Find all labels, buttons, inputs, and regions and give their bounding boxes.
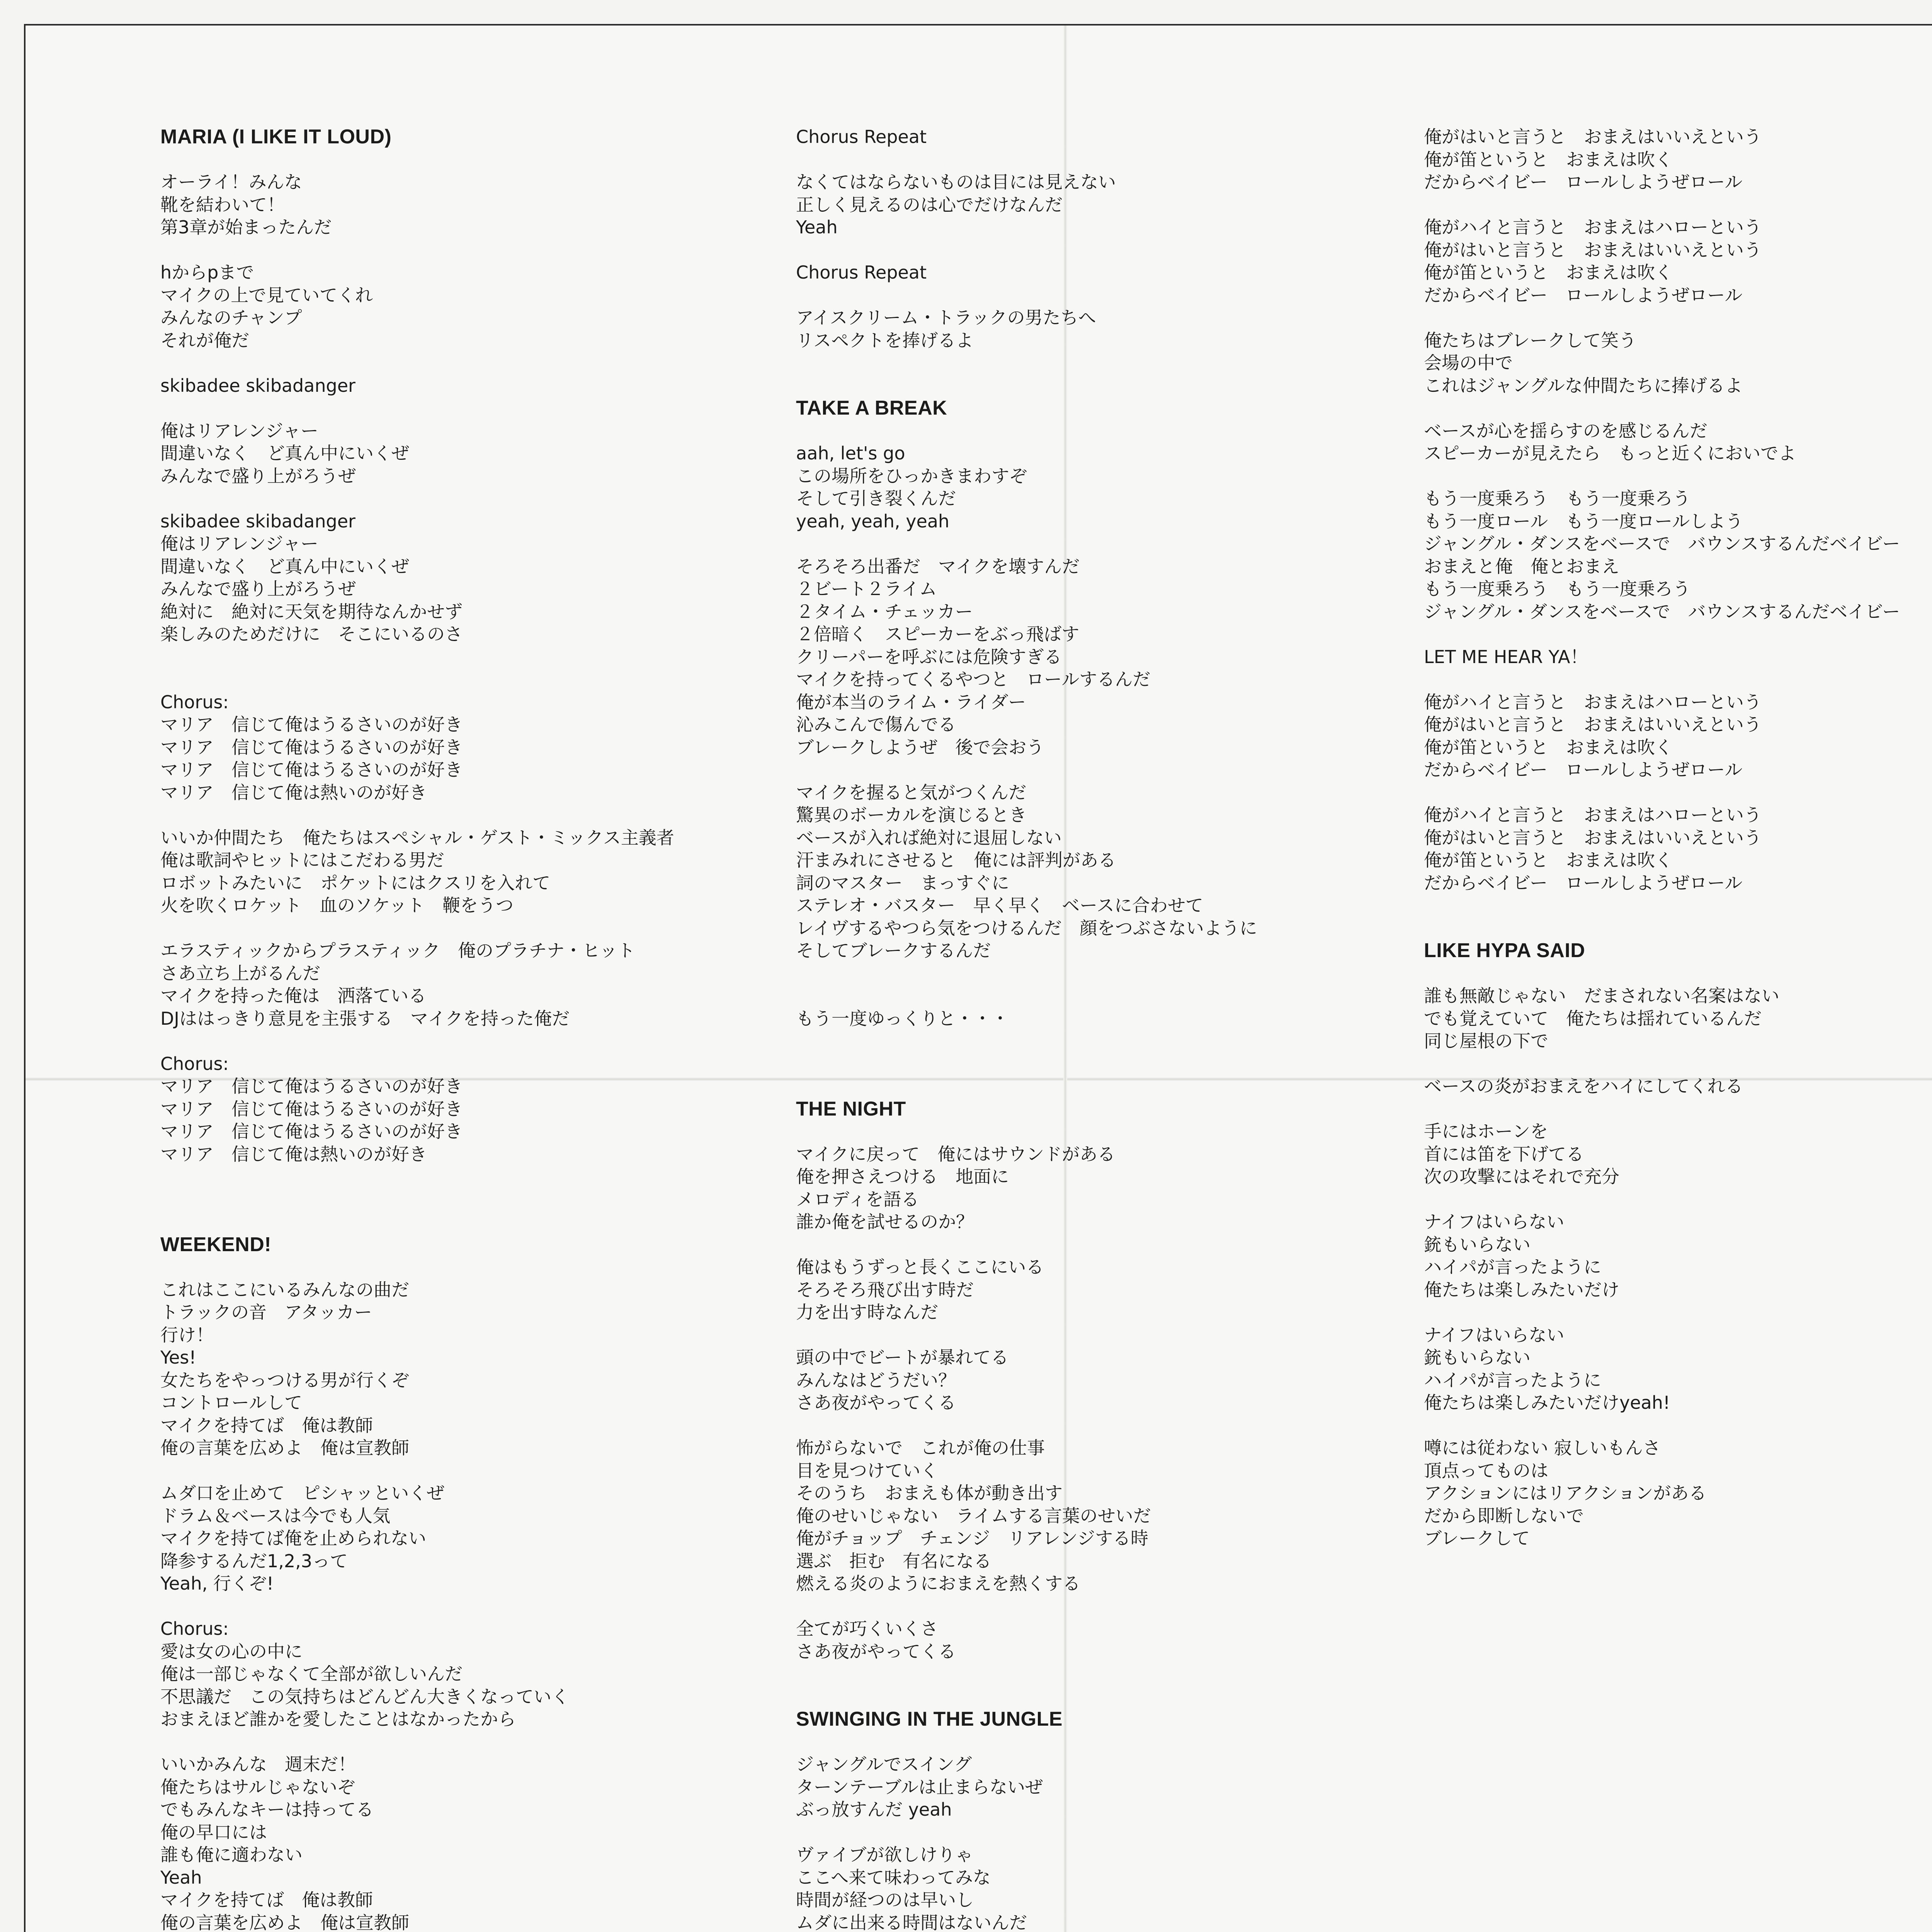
lyric-line: 頂点ってものは	[1424, 1460, 1548, 1481]
lyric-line	[1424, 1188, 1932, 1211]
lyric-line: なくてはならないものは目には見えない	[796, 172, 1116, 192]
lyric-line: ヴァイブが欲しけりゃ	[796, 1844, 973, 1865]
lyric-line	[1424, 962, 1932, 985]
song-title: LIKE HYPA SAID	[1424, 939, 1585, 962]
lyric-line	[796, 759, 1430, 781]
lyric-line	[1424, 465, 1932, 488]
lyric-line: マイクに戻って 俺にはサウンドがある	[796, 1143, 1116, 1165]
lyric-line: さあ夜がやってくる	[796, 1641, 956, 1662]
lyric-line: 次の攻撃にはそれで充分	[1424, 1166, 1619, 1187]
lyric-line: ベースの炎がおまえをハイにしてくれる	[1424, 1076, 1743, 1097]
lyric-line: みんなで盛り上がろうぜ	[160, 578, 356, 599]
lyric-line	[160, 917, 794, 940]
lyric-line: アクションにはリアクションがある	[1424, 1483, 1707, 1503]
lyric-line: 手にはホーンを	[1424, 1121, 1548, 1142]
lyric-line: 頭の中でビートが暴れてる	[796, 1347, 1009, 1368]
lyric-line: 目を見つけていく	[796, 1460, 938, 1481]
lyric-line: マリア 信じて俺はうるさいのが好き	[160, 759, 463, 780]
lyric-line	[1424, 623, 1932, 646]
lyric-line: オーライ！みんな	[160, 172, 302, 192]
lyric-line	[160, 1731, 794, 1753]
lyric-line: この場所をひっかきまわすぞ	[796, 465, 1027, 486]
lyric-line	[796, 1821, 1430, 1844]
lyric-line: これはここにいるみんなの曲だ	[160, 1279, 409, 1300]
lyric-line: みんなはどうだい？	[796, 1369, 956, 1391]
lyric-line: 燃える炎のようにおまえを熱くする	[796, 1573, 1080, 1594]
lyric-line	[796, 1324, 1430, 1347]
lyric-line: 俺はもうずっと長くここにいる	[796, 1257, 1044, 1277]
lyric-line	[796, 1595, 1430, 1618]
lyric-line: ベースが入れば絶対に退屈しない	[796, 827, 1062, 848]
lyric-line	[796, 962, 1430, 985]
lyric-line	[160, 487, 794, 510]
lyric-line: いいか仲間たち 俺たちはスペシャル・ゲスト・ミックス主義者	[160, 827, 674, 848]
lyric-line	[1424, 1098, 1932, 1121]
lyric-line	[1424, 194, 1932, 216]
lyric-line	[160, 1256, 794, 1279]
lyric-line: 俺たちは楽しみたいだけ	[1424, 1279, 1619, 1300]
lyric-line: マリア 信じて俺は熱いのが好き	[160, 782, 427, 803]
lyric-line: これはジャングルな仲間たちに捧げるよ	[1424, 375, 1743, 396]
lyric-line: 愛は女の心の中に	[160, 1641, 303, 1662]
lyric-line	[1424, 894, 1932, 917]
lyrics-column-middle	[796, 126, 1430, 1932]
lyric-line: 選ぶ 拒む 有名になる	[796, 1550, 992, 1571]
lyric-line: 汗まみれにさせると 俺には評判がある	[796, 850, 1116, 871]
lyric-line: ジャングル・ダンスをベースで バウンスするんだベイビー	[1424, 533, 1900, 554]
lyric-line	[796, 1233, 1430, 1256]
lyric-line	[796, 239, 1430, 262]
lyric-line: 誰も俺に適わない	[160, 1844, 303, 1865]
lyric-line: ムダ口を止めて ピシャッといくぜ	[160, 1483, 445, 1503]
lyric-line: DJははっきり意見を主張する マイクを持った俺だ	[160, 1008, 570, 1029]
lyric-line: マリア 信じて俺はうるさいのが好き	[160, 1076, 463, 1097]
lyric-line: だからベイビー ロールしようぜロール	[1424, 759, 1743, 780]
lyric-line: 絶対に 絶対に天気を期待なんかせず	[160, 601, 463, 622]
lyric-line: 俺たちは楽しみたいだけyeah!	[1424, 1392, 1670, 1413]
lyric-line: Chorus:	[160, 691, 229, 713]
lyric-line: いいかみんな 週末だ！	[160, 1754, 356, 1775]
lyric-line	[160, 668, 794, 691]
lyric-line: だからベイビー ロールしようぜロール	[1424, 284, 1743, 306]
lyric-line	[796, 985, 1430, 1007]
lyric-line: 俺がハイと言うと おまえはハローという	[1424, 691, 1762, 713]
song-title: TAKE A BREAK	[796, 397, 947, 419]
lyric-line: 俺たちはブレークして笑う	[1424, 330, 1637, 351]
lyric-line: コントロールして	[160, 1392, 303, 1413]
lyric-line	[796, 352, 1430, 374]
lyric-line: だから即断しないで	[1424, 1505, 1584, 1526]
lyric-line: ハイパが言ったように	[1424, 1369, 1602, 1391]
lyric-line: ドラム＆ベースは今でも人気	[160, 1505, 391, 1526]
lyrics-column-left	[160, 126, 794, 1932]
lyric-line: 時間が経つのは早いし	[796, 1889, 974, 1910]
lyric-line: ナイフはいらない	[1424, 1324, 1565, 1345]
lyric-line: 噂には従わない 寂しいもんさ	[1424, 1437, 1661, 1458]
lyric-line	[796, 532, 1430, 555]
lyric-line: リスペクトを捧げるよ	[796, 330, 974, 351]
lyric-line	[160, 646, 794, 668]
lyric-line: Yeah	[796, 217, 838, 238]
lyric-line: 俺が笛というと おまえは吹く	[1424, 736, 1673, 758]
lyric-line: aah, let's go	[796, 443, 905, 464]
lyric-line: もう一度ゆっくりと・・・	[796, 1008, 1009, 1029]
lyric-line: 俺はリアレンジャー	[160, 533, 318, 554]
lyric-line: ２タイム・チェッカー	[796, 601, 973, 622]
lyric-line	[1424, 306, 1932, 329]
lyric-line: マイクを持てば 俺は教師	[160, 1415, 373, 1436]
lyric-line: 俺の言葉を広めよ 俺は宣教師	[160, 1437, 409, 1458]
lyric-line: 怖がらないで これが俺の仕事	[796, 1437, 1045, 1458]
lyric-line: ブレークして	[1424, 1528, 1530, 1549]
lyric-line: skibadee skibadanger	[160, 375, 355, 396]
lyric-line: マイクを持った俺は 洒落ている	[160, 985, 427, 1006]
lyric-line: 全てが巧くいくさ	[796, 1618, 938, 1639]
lyric-line: そのうち おまえも体が動き出す	[796, 1483, 1063, 1503]
lyric-line: 沁みこんで傷んでる	[796, 714, 956, 735]
lyric-line: ターンテーブルは止まらないぜ	[796, 1776, 1043, 1798]
song-title: MARIA (I LIKE IT LOUD)	[160, 126, 392, 148]
lyric-line: ２倍暗く スピーカーをぶっ飛ばす	[796, 624, 1080, 645]
lyric-line: クリーパーを呼ぶには危険すぎる	[796, 646, 1062, 667]
lyric-line: 驚異のボーカルを演じるとき	[796, 804, 1027, 825]
lyric-line: ナイフはいらない	[1424, 1211, 1565, 1232]
lyric-line: ベースが心を揺らすのを感じるんだ	[1424, 420, 1708, 441]
lyric-line: さあ夜がやってくる	[796, 1392, 956, 1413]
lyric-line: ハイパが言ったように	[1424, 1257, 1602, 1277]
lyric-line	[1424, 1414, 1932, 1437]
lyric-line: さあ立ち上がるんだ	[160, 963, 320, 984]
lyric-line	[160, 148, 794, 171]
lyric-line	[160, 804, 794, 827]
lyric-line: ぶっ放すんだ yeah	[796, 1799, 952, 1820]
lyric-line: 俺がはいと言うと おまえはいいえという	[1424, 714, 1762, 735]
lyric-line: 俺が笛というと おまえは吹く	[1424, 850, 1673, 871]
lyric-line: 首には笛を下げてる	[1424, 1143, 1584, 1165]
lyric-line: Yes!	[160, 1347, 196, 1368]
lyric-line: 誰か俺を試せるのか？	[796, 1211, 974, 1232]
lyric-line	[1424, 397, 1932, 420]
lyric-line: メロディを語る	[796, 1189, 919, 1210]
lyric-line: マイクを持ってくるやつと ロールするんだ	[796, 669, 1151, 690]
lyric-line	[160, 239, 794, 262]
lyric-line: yeah, yeah, yeah	[796, 510, 950, 532]
lyric-line: hからpまで	[160, 262, 254, 283]
lyric-line: 俺のせいじゃない ライムする言葉のせいだ	[796, 1505, 1151, 1526]
lyric-line	[1424, 917, 1932, 940]
lyric-line	[160, 1030, 794, 1053]
lyric-line	[796, 1075, 1430, 1098]
lyric-line: マリア 信じて俺はうるさいのが好き	[160, 1098, 463, 1119]
lyric-line: 会場の中で	[1424, 352, 1513, 373]
lyric-line: 靴を結わいて！	[160, 194, 285, 215]
lyric-line: 俺がチョップ チェンジ リアレンジする時	[796, 1528, 1148, 1549]
lyric-line: もう一度乗ろう もう一度乗ろう	[1424, 578, 1690, 599]
lyric-line: Yeah, 行くぞ!	[160, 1573, 274, 1594]
lyric-line: ここへ来て味わってみな	[796, 1867, 991, 1888]
lyric-line: 俺を押さえつける 地面に	[796, 1166, 1009, 1187]
lyric-line: おまえと俺 俺とおまえ	[1424, 556, 1619, 577]
lyric-line: マリア 信じて俺はうるさいのが好き	[160, 714, 463, 735]
lyric-line	[796, 1414, 1430, 1437]
lyric-line: 女たちをやっつける男が行くぞ	[160, 1369, 409, 1391]
lyric-line: ジャングル・ダンスをベースで バウンスするんだベイビー	[1424, 601, 1900, 622]
lyric-line: ステレオ・バスター 早く早く ベースに合わせて	[796, 895, 1203, 916]
lyric-line: マイクを持てば 俺は教師	[160, 1889, 373, 1910]
lyric-line	[1424, 781, 1932, 804]
lyric-line: 俺は歌詞やヒットにはこだわる男だ	[160, 850, 444, 871]
lyric-line: Chorus:	[160, 1053, 229, 1074]
lyric-line: そろそろ飛び出す時だ	[796, 1279, 974, 1300]
lyric-line: みんなで盛り上がろうぜ	[160, 465, 356, 486]
lyric-line	[796, 1120, 1430, 1143]
lyric-line: でも覚えていて 俺たちは揺れているんだ	[1424, 1008, 1762, 1029]
lyric-line: 俺がはいと言うと おまえはいいえという	[1424, 126, 1762, 147]
lyric-line: 俺が笛というと おまえは吹く	[1424, 262, 1673, 283]
lyric-line: skibadee skibadanger	[160, 510, 355, 532]
lyric-line	[1424, 668, 1932, 691]
lyric-line: 火を吹くロケット 血のソケット 鞭をうつ	[160, 895, 514, 916]
lyric-line: Chorus:	[160, 1618, 229, 1639]
lyric-line: 同じ屋根の下で	[1424, 1031, 1548, 1051]
lyric-line: 力を出す時なんだ	[796, 1302, 938, 1323]
song-title: WEEKEND!	[160, 1233, 272, 1256]
lyric-line: もう一度ロール もう一度ロールしよう	[1424, 510, 1743, 532]
lyric-line	[796, 1053, 1430, 1075]
lyric-line: もう一度乗ろう もう一度乗ろう	[1424, 488, 1690, 509]
lyric-line: だからベイビー ロールしようぜロール	[1424, 872, 1743, 893]
lyric-line: 俺の言葉を広めよ 俺は宣教師	[160, 1912, 409, 1932]
lyric-line: そして引き裂くんだ	[796, 488, 956, 509]
lyric-line: 行け！	[160, 1324, 214, 1345]
lyric-line: 俺は一部じゃなくて全部が欲しいんだ	[160, 1663, 463, 1684]
lyric-line	[160, 352, 794, 374]
song-title: THE NIGHT	[796, 1097, 906, 1120]
lyric-line: 俺の早口には	[160, 1821, 267, 1843]
lyric-line: 降参するんだ1,2,3って	[160, 1550, 348, 1571]
lyric-line: 間違いなく ど真ん中にいくぜ	[160, 443, 409, 464]
lyric-line: 俺たちはサルじゃないぞ	[160, 1776, 355, 1798]
lyric-line: 俺が笛というと おまえは吹く	[1424, 149, 1673, 170]
lyric-line: おまえほど誰かを愛したことはなかったから	[160, 1709, 516, 1730]
lyric-line	[160, 397, 794, 420]
lyric-line: スピーカーが見えたら もっと近くにおいでよ	[1424, 443, 1796, 464]
lyric-line	[160, 1188, 794, 1211]
lyric-line	[796, 1663, 1430, 1685]
lyric-line: マリア 信じて俺は熱いのが好き	[160, 1143, 427, 1165]
lyric-line: Yeah	[160, 1867, 202, 1888]
lyric-line: だからベイビー ロールしようぜロール	[1424, 172, 1743, 192]
lyric-line: Chorus Repeat	[796, 126, 927, 147]
lyric-line: みんなのチャンプ	[160, 307, 302, 328]
lyric-line: 正しく見えるのは心でだけなんだ	[796, 194, 1063, 215]
lyric-line: 俺がハイと言うと おまえはハローという	[1424, 217, 1762, 238]
lyric-line: マイクを持てば俺を止められない	[160, 1528, 427, 1549]
lyric-line: ロボットみたいに ポケットにはクスリを入れて	[160, 872, 551, 893]
lyric-line	[796, 420, 1430, 442]
lyric-line: 詞のマスター まっすぐに	[796, 872, 1009, 893]
lyric-line: マリア 信じて俺はうるさいのが好き	[160, 736, 463, 758]
lyric-line: マイクを握ると気がつくんだ	[796, 782, 1027, 803]
lyric-line	[160, 1595, 794, 1618]
lyric-line	[796, 1030, 1430, 1053]
lyric-line	[160, 1459, 794, 1482]
lyric-line: 俺がはいと言うと おまえはいいえという	[1424, 239, 1762, 260]
song-title: SWINGING IN THE JUNGLE	[796, 1708, 1063, 1730]
lyric-line: 誰も無敵じゃない だまされない名案はない	[1424, 985, 1779, 1006]
lyric-line: 俺がはいと言うと おまえはいいえという	[1424, 827, 1762, 848]
lyric-line	[796, 374, 1430, 397]
lyrics-column-right	[1424, 126, 1932, 1550]
lyric-line: 間違いなく ど真ん中にいくぜ	[160, 556, 409, 577]
lyric-line: そしてブレークするんだ	[796, 940, 991, 961]
lyric-line	[160, 1211, 794, 1233]
lyric-line: アイスクリーム・トラックの男たちへ	[796, 307, 1096, 328]
lyric-line: ブレークしようぜ 後で会おう	[796, 736, 1044, 758]
lyric-line: 銃もいらない	[1424, 1234, 1531, 1255]
lyric-line: エラスティックからプラスティック 俺のプラチナ・ヒット	[160, 940, 635, 961]
lyric-line: 俺はリアレンジャー	[160, 420, 318, 441]
lyric-line: LET ME HEAR YA！	[1424, 646, 1588, 667]
lyric-line: 不思議だ この気持ちはどんどん大きくなっていく	[160, 1686, 569, 1707]
lyric-line	[1424, 1053, 1932, 1075]
lyric-line: マリア 信じて俺はうるさいのが好き	[160, 1121, 463, 1142]
lyric-line: ジャングルでスイング	[796, 1754, 972, 1775]
lyric-line: でもみんなキーは持ってる	[160, 1799, 374, 1820]
lyric-line: ２ビート２ライム	[796, 578, 937, 599]
lyric-line	[1424, 1301, 1932, 1324]
lyric-line: 俺がハイと言うと おまえはハローという	[1424, 804, 1762, 825]
lyric-line	[796, 148, 1430, 171]
lyric-line	[796, 284, 1430, 307]
lyric-line: そろそろ出番だ マイクを壊すんだ	[796, 556, 1080, 577]
lyric-line: それが俺だ	[160, 330, 249, 351]
lyric-line: 銃もいらない	[1424, 1347, 1531, 1368]
lyric-line: 第3章が始まったんだ	[160, 217, 332, 238]
lyric-line: Chorus Repeat	[796, 262, 927, 283]
lyric-line	[796, 1731, 1430, 1753]
lyric-line: ムダに出来る時間はないんだ	[796, 1912, 1027, 1932]
lyric-line: トラックの音 アタッカー	[160, 1302, 372, 1323]
lyric-line: マイクの上で見ていてくれ	[160, 284, 373, 306]
lyric-line: 楽しみのためだけに そこにいるのさ	[160, 624, 463, 645]
lyric-line	[160, 1165, 794, 1188]
lyric-line: レイヴするやつら気をつけるんだ 顔をつぶさないように	[796, 917, 1257, 939]
lyric-line: 俺が本当のライム・ライダー	[796, 691, 1026, 713]
lyric-line	[796, 1685, 1430, 1708]
